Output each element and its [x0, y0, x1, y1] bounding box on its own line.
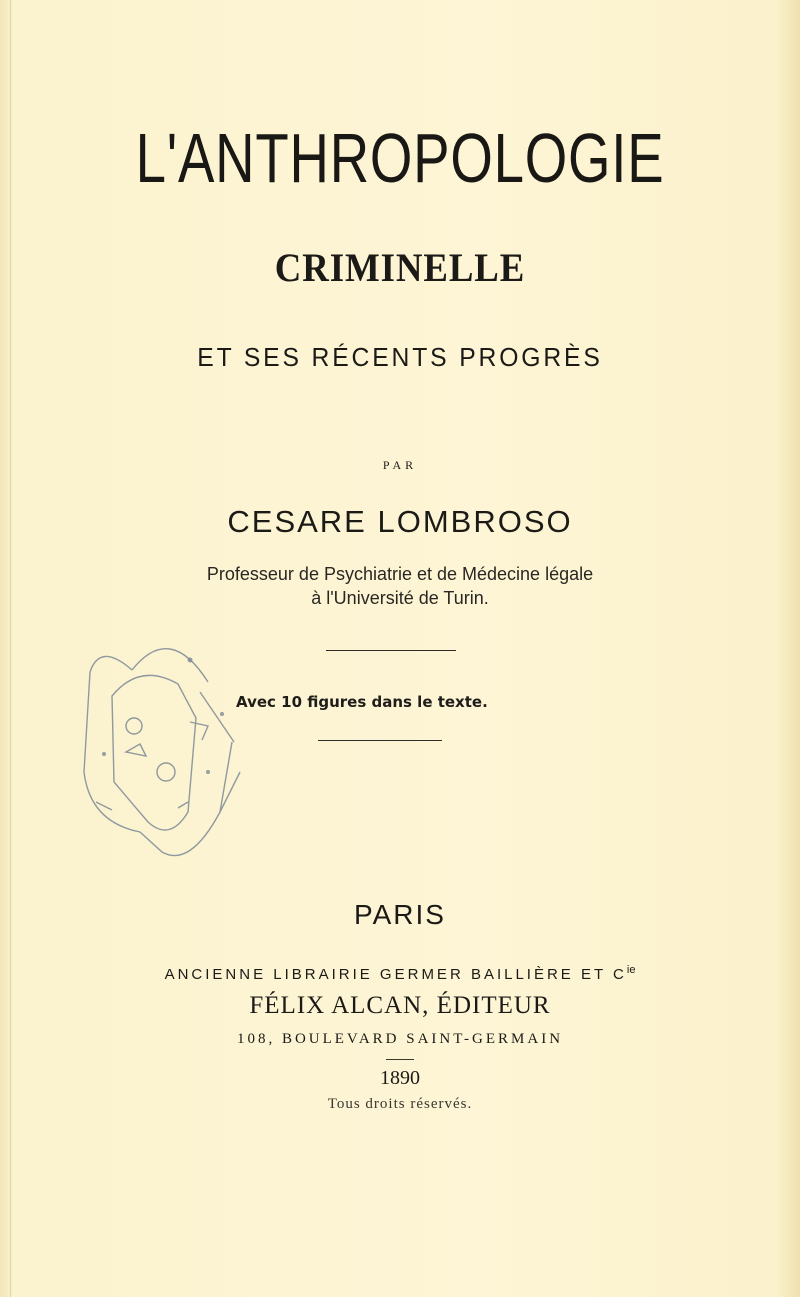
rights-notice: Tous droits réservés. — [327, 1096, 473, 1112]
book-tagline: ET SES RÉCENTS PROGRÈS — [197, 342, 603, 372]
book-subtitle: CRIMINELLE — [274, 245, 526, 290]
library-stamp — [70, 622, 270, 882]
library-name: ANCIENNE LIBRAIRIE GERMER BAILLIÈRE ET C — [164, 966, 627, 983]
year-divider — [386, 1059, 414, 1060]
author-affiliation-line2: à l'Université de Turin. — [311, 588, 489, 608]
imprint-address: 108, BOULEVARD SAINT-GERMAIN — [236, 1031, 564, 1047]
figures-note: Avec 10 figures dans le texte. — [236, 693, 488, 711]
library-suffix: ie — [626, 964, 636, 976]
book-title: L'ANTHROPOLOGIE — [135, 119, 665, 197]
imprint-publisher: FÉLIX ALCAN, ÉDITEUR — [249, 992, 551, 1019]
author-affiliation-line1: Professeur de Psychiatrie et de Médecine légale — [206, 564, 594, 584]
imprint-city: PARIS — [354, 899, 446, 930]
rule-top — [326, 650, 456, 651]
imprint-year: 1890 — [380, 1067, 420, 1089]
rule-bottom — [318, 740, 442, 741]
imprint-library — [0, 961, 800, 984]
author-name: CESARE LOMBROSO — [227, 504, 573, 539]
by-line: PAR — [382, 458, 418, 472]
